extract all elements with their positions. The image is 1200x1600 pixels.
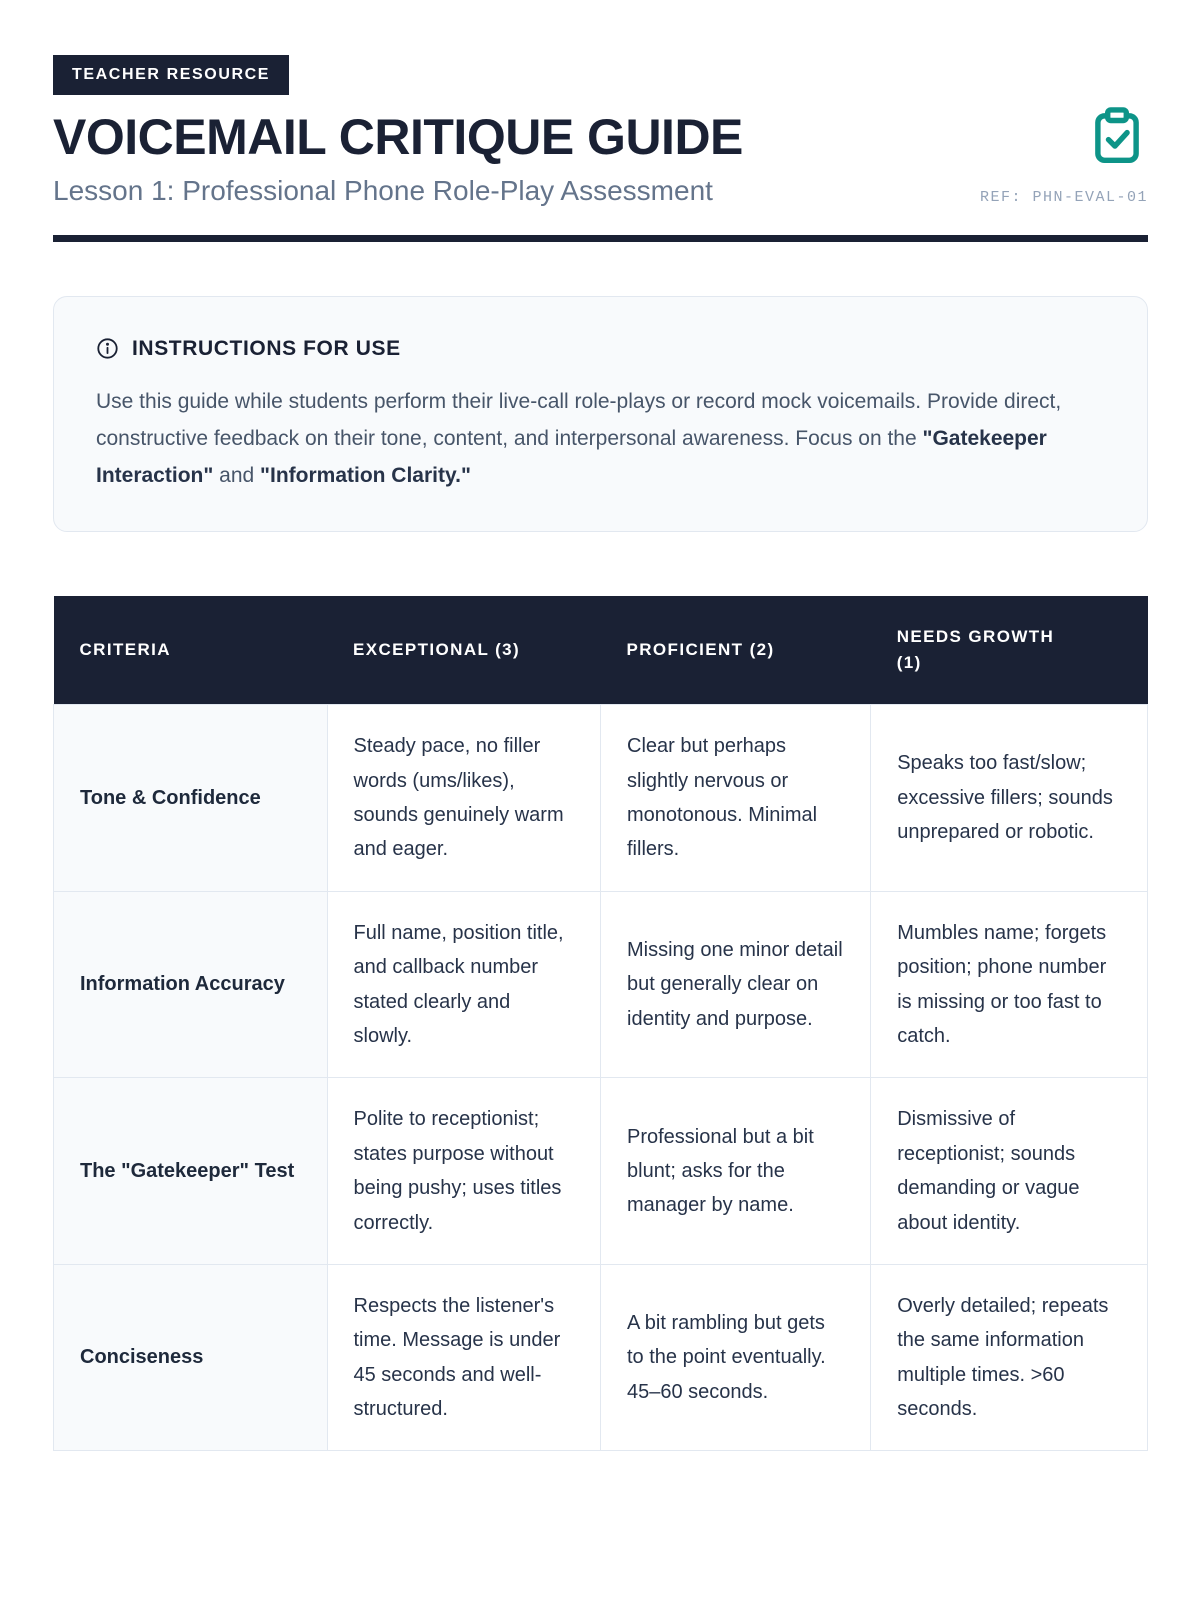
needs-growth-cell: Dismissive of receptionist; sounds demanding or vague about identity. (871, 1078, 1148, 1265)
header-cell-needs-growth: NEEDS GROWTH (1) (871, 596, 1148, 705)
resource-type-badge: TEACHER RESOURCE (53, 55, 289, 95)
reference-code: REF: PHN-EVAL-01 (979, 189, 1148, 206)
header-divider (53, 235, 1148, 242)
exceptional-cell: Polite to receptionist; states purpose without being pushy; uses titles correctly. (327, 1078, 601, 1265)
page-subtitle: Lesson 1: Professional Phone Role-Play Assessment (53, 175, 713, 206)
header-left (53, 55, 980, 208)
instructions-card (53, 296, 1148, 532)
exceptional-cell: Respects the listener's time. Message is under 45 seconds and well-structured. (327, 1264, 601, 1451)
instructions-body (96, 383, 1105, 495)
instructions-text-connector: and (213, 464, 261, 488)
rubric-table (53, 596, 1148, 1452)
instructions-text-lead: Use this guide while students perform their live-call role-plays or record mock voicemails. Provide direct, constructive feedback on their tone, content, and interpersonal awareness. Focus on the (96, 389, 1062, 450)
criteria-cell: Tone & Confidence (54, 705, 328, 892)
instructions-heading-row (96, 337, 1105, 361)
proficient-cell: Professional but a bit blunt; asks for the manager by name. (601, 1078, 871, 1265)
needs-growth-cell: Speaks too fast/slow; excessive fillers; sounds unprepared or robotic. (871, 705, 1148, 892)
criteria-cell: Information Accuracy (54, 891, 328, 1078)
page-title: VOICEMAIL CRITIQUE GUIDE (53, 109, 743, 165)
needs-growth-cell: Mumbles name; forgets position; phone number is missing or too fast to catch. (871, 891, 1148, 1078)
instructions-bold-clarity: "Information Clarity." (260, 464, 471, 488)
header-cell-criteria: CRITERIA (54, 596, 328, 705)
header-right (980, 55, 1148, 206)
table-row-gatekeeper-test (54, 1078, 1148, 1265)
criteria-cell: Conciseness (54, 1264, 328, 1451)
instructions-heading: INSTRUCTIONS FOR USE (132, 336, 401, 360)
instructions-bold-gatekeeper: "Gatekeeper Interaction" (96, 426, 1047, 488)
info-icon (96, 337, 119, 360)
criteria-cell: The "Gatekeeper" Test (54, 1078, 328, 1265)
header-cell-exceptional: EXCEPTIONAL (3) (327, 596, 601, 705)
proficient-cell: Clear but perhaps slightly nervous or monotonous. Minimal fillers. (601, 705, 871, 892)
table-header-row (54, 596, 1148, 705)
header (53, 55, 1148, 208)
proficient-cell: A bit rambling but gets to the point eventually. 45–60 seconds. (601, 1264, 871, 1451)
exceptional-cell: Steady pace, no filler words (ums/likes), sounds genuinely warm and eager. (327, 705, 601, 892)
clipboard-check-icon (1086, 105, 1148, 167)
proficient-cell: Missing one minor detail but generally clear on identity and purpose. (601, 891, 871, 1078)
table-row-information-accuracy (54, 891, 1148, 1078)
table-row-tone-confidence (54, 705, 1148, 892)
needs-growth-cell: Overly detailed; repeats the same information multiple times. >60 seconds. (871, 1264, 1148, 1451)
header-cell-proficient: PROFICIENT (2) (601, 596, 871, 705)
exceptional-cell: Full name, position title, and callback number stated clearly and slowly. (327, 891, 601, 1078)
table-row-conciseness (54, 1264, 1148, 1451)
